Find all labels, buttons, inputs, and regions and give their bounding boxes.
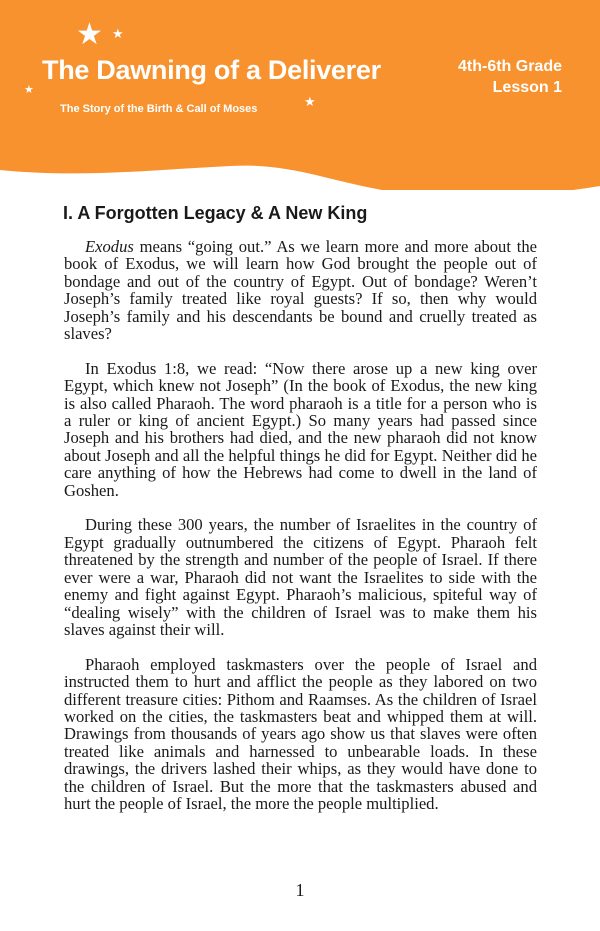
grade-lesson-label (458, 56, 562, 98)
star-icon: ★ (112, 27, 124, 42)
paragraph: In Exodus 1:8, we read: “Now there arose up a new king over Egypt, which knew not Joseph” (In the book of Exodus, the new king is also called Pharaoh. The word pharaoh is a title for a person who is a ruler or king of ancient Egypt.) So many years had passed since Joseph and his brothers had died, and the new pharaoh did not know about Joseph and all the helpful things he did for Egypt. Neither did he care anything of how the Hebrews had come to dwell in the land of Goshen. (64, 358, 537, 500)
lesson-number: Lesson 1 (492, 79, 562, 96)
grade-level: 4th-6th Grade (457, 58, 562, 75)
section-heading: I. A Forgotten Legacy & A New King (63, 203, 368, 223)
body-text (64, 238, 537, 830)
lesson-subtitle: The Story of the Birth & Call of Moses (60, 103, 258, 115)
paragraph: During these 300 years, the number of Israelites in the country of Egypt gradually outnumbered the citizens of Egypt. Pharaoh felt threatened by the strength and number of the people of Israel. If there ever were a war, Pharaoh did not want the Israelites to side with the enemy and fight against Egypt. Pharaoh’s malicious, spiteful way of “dealing wisely” with the children of Israel was to make them his slaves against their will. (64, 515, 537, 639)
star-icon: ★ (304, 95, 316, 110)
paragraph: Pharaoh employed taskmasters over the people of Israel and instructed them to hurt and afflict the people as they labored on two different treasure cities: Pithom and Raamses. As the children of Israel worked on the cities, the taskmasters beat and whipped them at will. Drawings from thousands of years ago show us that slaves were often treated like animals and harnessed to unbearable loads. In these drawings, the drivers lashed their whips, as they would have done to the children of Israel. But the more that the taskmasters abused and hurt the people of Israel, the more the people multiplied. (64, 654, 537, 813)
star-icon: ★ (76, 17, 103, 52)
paragraph: Exodus means “going out.” As we learn more and more about the book of Exodus, we will learn how God brought the people out of bondage and out of the country of Egypt. Out of bondage? Weren’t Joseph’s family treated like royal guests? If so, then why would Joseph’s family and his descendants be bound and cruelly treated as slaves? (64, 237, 537, 344)
book-name: Exodus (85, 237, 134, 256)
page-number: 1 (295, 880, 305, 900)
lesson-title: The Dawning of a Deliverer (42, 55, 381, 85)
star-icon: ★ (24, 83, 34, 96)
